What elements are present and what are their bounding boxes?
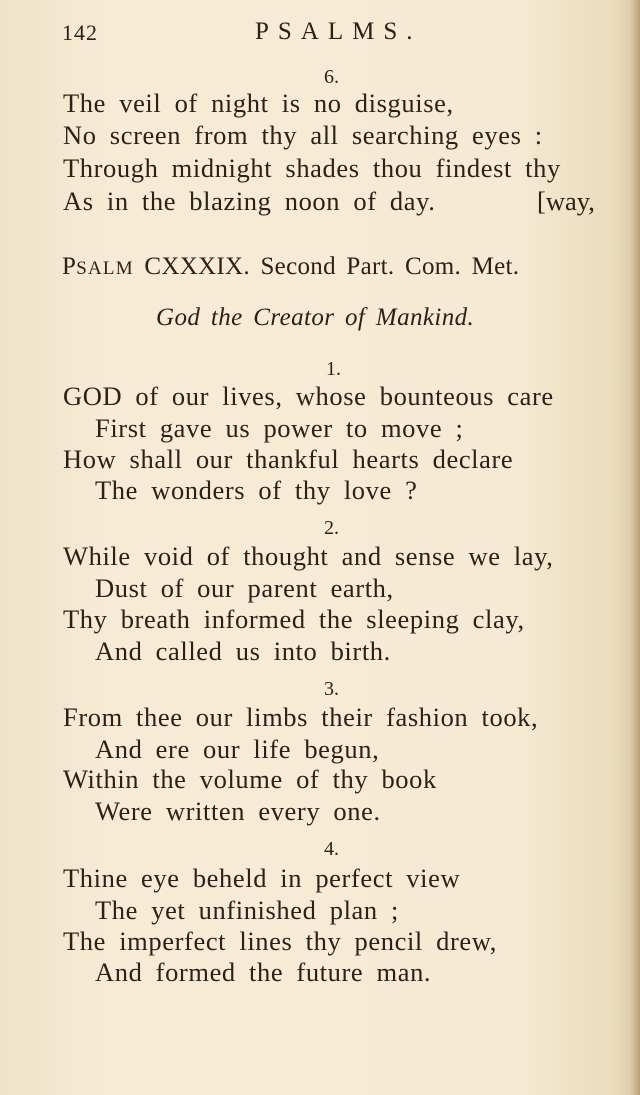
verse-line: The wonders of thy love ?: [95, 475, 418, 505]
psalm-title-smallcaps: SALM: [76, 258, 134, 279]
turnover-word: [way,: [537, 186, 595, 216]
verse-line: And called us into birth.: [95, 636, 391, 666]
page-header: [0, 14, 640, 54]
verse-line: And ere our life begun,: [95, 734, 380, 764]
stanza-number: 2.: [324, 517, 339, 539]
verse-line: GOD of our lives, whose bounteous care: [63, 381, 554, 411]
verse-line: Through midnight shades thou findest thy: [63, 153, 561, 183]
page-number: 142: [62, 20, 98, 45]
verse-line: The imperfect lines thy pencil drew,: [63, 926, 497, 956]
verse-line: As in the blazing noon of day.: [63, 186, 436, 216]
page-edge-shadow: [630, 0, 640, 1095]
verse-line: Thine eye beheld in perfect view: [63, 863, 461, 893]
psalm-subtitle: God the Creator of Mankind.: [156, 304, 475, 331]
stanza-number: 6.: [324, 66, 339, 88]
verse-line: And formed the future man.: [95, 957, 432, 987]
verse-line: First gave us power to move ;: [95, 413, 464, 443]
psalm-title: [62, 253, 519, 281]
stanza-number: 3.: [324, 678, 339, 700]
running-title: PSALMS.: [255, 18, 422, 45]
stanza-number: 4.: [324, 838, 339, 860]
verse-line: Thy breath informed the sleeping clay,: [63, 604, 525, 634]
verse-line: Dust of our parent earth,: [95, 573, 394, 603]
verse-line: How shall our thankful hearts declare: [63, 444, 514, 474]
verse-line: Were written every one.: [95, 796, 381, 826]
verse-line: From thee our limbs their fashion took,: [63, 702, 539, 732]
verse-line: While void of thought and sense we lay,: [63, 541, 554, 571]
stanza-number: 1.: [326, 358, 341, 380]
psalm-title-rest: CXXXIX. Second Part. Com. Met.: [133, 253, 520, 280]
psalm-title-initial: P: [62, 253, 77, 280]
verse-line: The veil of night is no disguise,: [63, 88, 454, 118]
verse-line: Within the volume of thy book: [63, 764, 437, 794]
verse-line: No screen from thy all searching eyes :: [63, 120, 543, 150]
verse-line: The yet unfinished plan ;: [95, 895, 399, 925]
